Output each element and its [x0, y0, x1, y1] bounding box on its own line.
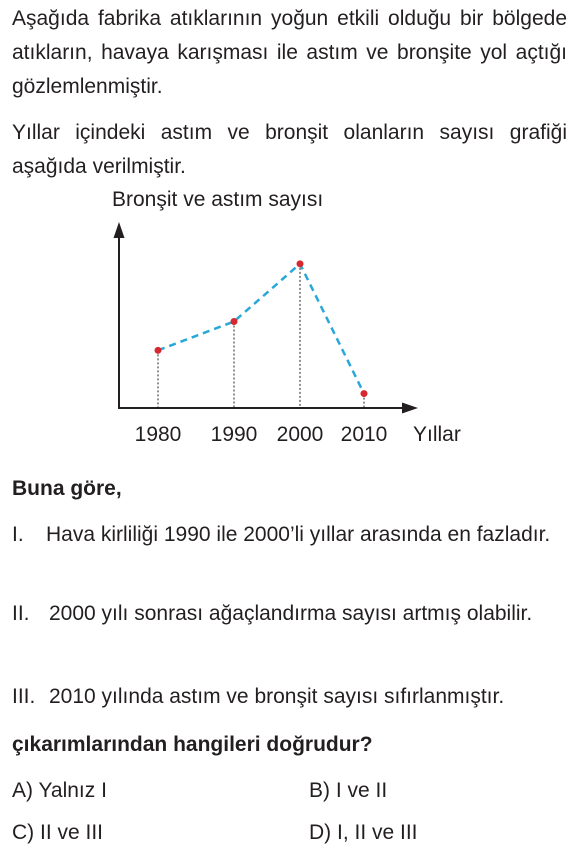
x-tick-label: 1980: [134, 423, 182, 446]
y-axis-label: Bronşit ve astım sayısı: [112, 188, 324, 211]
option-b[interactable]: B) I ve II: [309, 779, 388, 802]
intro-paragraph-2: Yıllar içindeki astım ve bronşit olanların sayısı grafiği aşağıda verilmiştir.: [12, 121, 567, 178]
data-point-1980: [155, 347, 162, 354]
x-axis-label: Yıllar: [413, 423, 461, 446]
statement-number: II.: [12, 602, 30, 625]
intro-paragraph-1: Aşağıda fabrika atıklarının yoğun etkili olduğu bir bölgede atıkların, havaya karışması ile astım ve bronşite yol açtığı gözlemlenmiştir.: [12, 7, 567, 98]
option-d[interactable]: D) I, II ve III: [309, 821, 418, 844]
x-axis-arrow: [402, 403, 418, 414]
line-chart: [0, 180, 576, 452]
y-axis-arrow: [114, 222, 125, 238]
data-point-2000: [297, 260, 304, 267]
x-tick-label: 1990: [210, 423, 258, 446]
option-c[interactable]: C) II ve III: [12, 821, 104, 844]
lead-text: Buna göre,: [12, 477, 122, 500]
data-point-2010: [361, 390, 368, 397]
question-text: çıkarımlarından hangileri doğrudur?: [12, 733, 373, 756]
series-line: [158, 264, 364, 394]
statement-text: Hava kirliliği 1990 ile 2000’li yıllar arasında en fazladır.: [46, 523, 551, 546]
guide-lines: [158, 268, 364, 408]
x-tick-labels: [135, 423, 388, 446]
data-point-1990: [231, 318, 238, 325]
statement-text: 2010 yılında astım ve bronşit sayısı sıfırlanmıştır.: [49, 685, 505, 708]
data-points: [155, 260, 368, 397]
option-a[interactable]: A) Yalnız I: [12, 779, 107, 802]
statement-text: 2000 yılı sonrası ağaçlandırma sayısı artmış olabilir.: [49, 602, 533, 625]
x-tick-label: 2010: [340, 423, 388, 446]
statement-number: III.: [12, 685, 36, 708]
statement-number: I.: [12, 523, 24, 546]
x-tick-label: 2000: [276, 423, 324, 446]
